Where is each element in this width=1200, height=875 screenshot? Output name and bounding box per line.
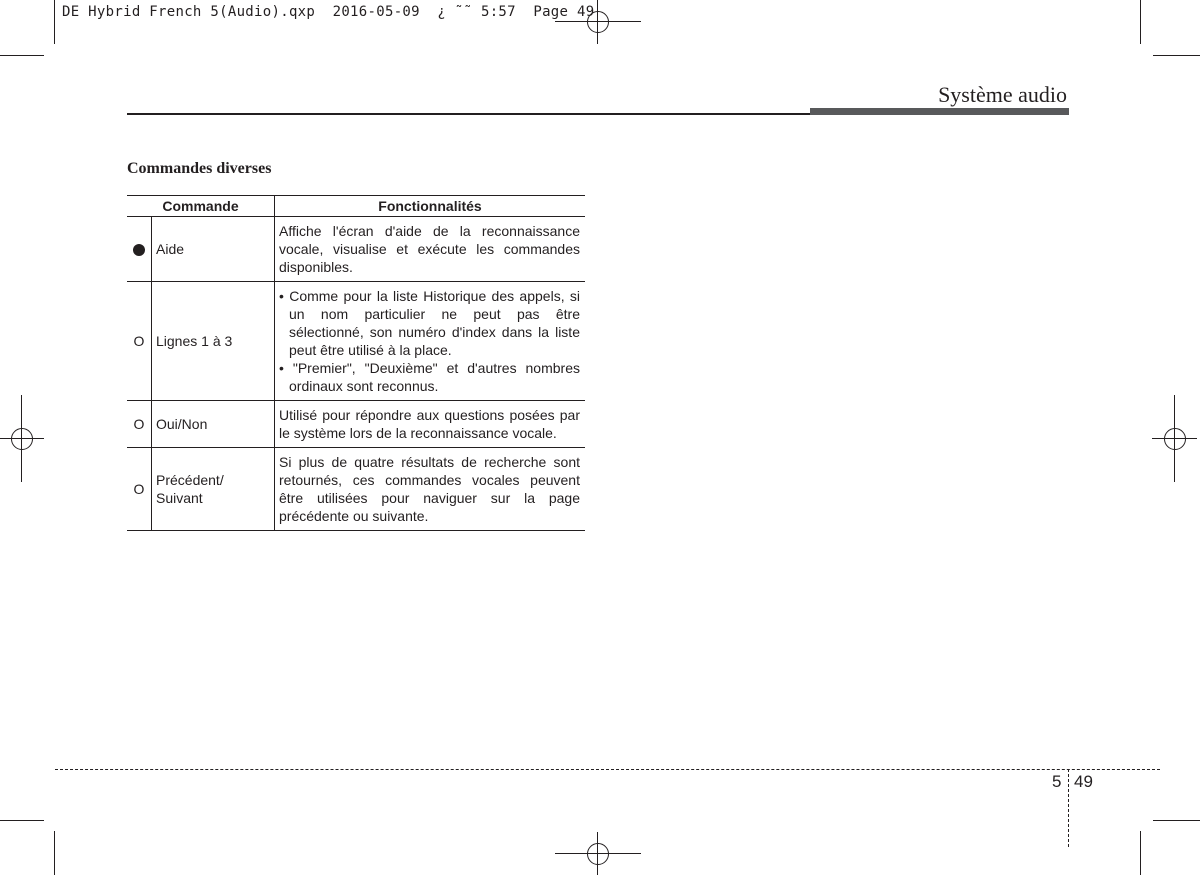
command-description: Affiche l'écran d'aide de la reconnaissance vocale, visualise et exécute les commandes disponibles. (275, 217, 586, 282)
chapter-number: 5 (1052, 772, 1062, 791)
command-name: Lignes 1 à 3 (152, 282, 275, 401)
filled-dot-icon (133, 244, 145, 256)
table-row (127, 448, 585, 531)
command-name: Aide (152, 217, 275, 282)
table-row (127, 401, 585, 448)
command-description: Si plus de quatre résultats de recherche sont retournés, ces commandes vocales peuvent être utilisées pour naviguer sur la page précédente ou suivante. (275, 448, 586, 531)
commands-table (127, 195, 585, 531)
subsection-title: Commandes diverses (127, 160, 272, 177)
section-title: Système audio (938, 82, 1067, 107)
command-description: Utilisé pour répondre aux questions posées par le système lors de la reconnaissance vocale. (275, 401, 586, 448)
print-slug-line: DE Hybrid French 5(Audio).qxp 2016-05-09 ¿ ˜˜ 5:57 Page 49 (62, 4, 595, 20)
row-marker: O (127, 282, 152, 401)
column-header-command: Commande (127, 196, 275, 217)
command-description (275, 282, 586, 401)
header-rule-accent (810, 108, 1069, 115)
command-name: Oui/Non (152, 401, 275, 448)
table-row (127, 282, 585, 401)
bullet-item: • "Premier", "Deuxième" et d'autres nombres ordinaux sont reconnus. (279, 360, 580, 394)
page-number: 49 (1074, 772, 1093, 791)
table-header-row (127, 196, 585, 217)
table-row (127, 217, 585, 282)
column-header-features: Fonctionnalités (275, 196, 586, 217)
row-marker: O (127, 401, 152, 448)
header-rule (127, 113, 810, 115)
footer-dashed-rule (55, 769, 1160, 770)
bullet-list (279, 287, 580, 395)
row-marker: O (127, 448, 152, 531)
command-name: Précédent/ Suivant (152, 448, 275, 531)
footer-dashed-divider (1068, 769, 1069, 847)
row-marker (127, 217, 152, 282)
bullet-item: • Comme pour la liste Historique des appels, si un nom particulier ne peut pas être sélectionné, son numéro d'index dans la liste peut être utilisé à la place. (279, 288, 580, 358)
